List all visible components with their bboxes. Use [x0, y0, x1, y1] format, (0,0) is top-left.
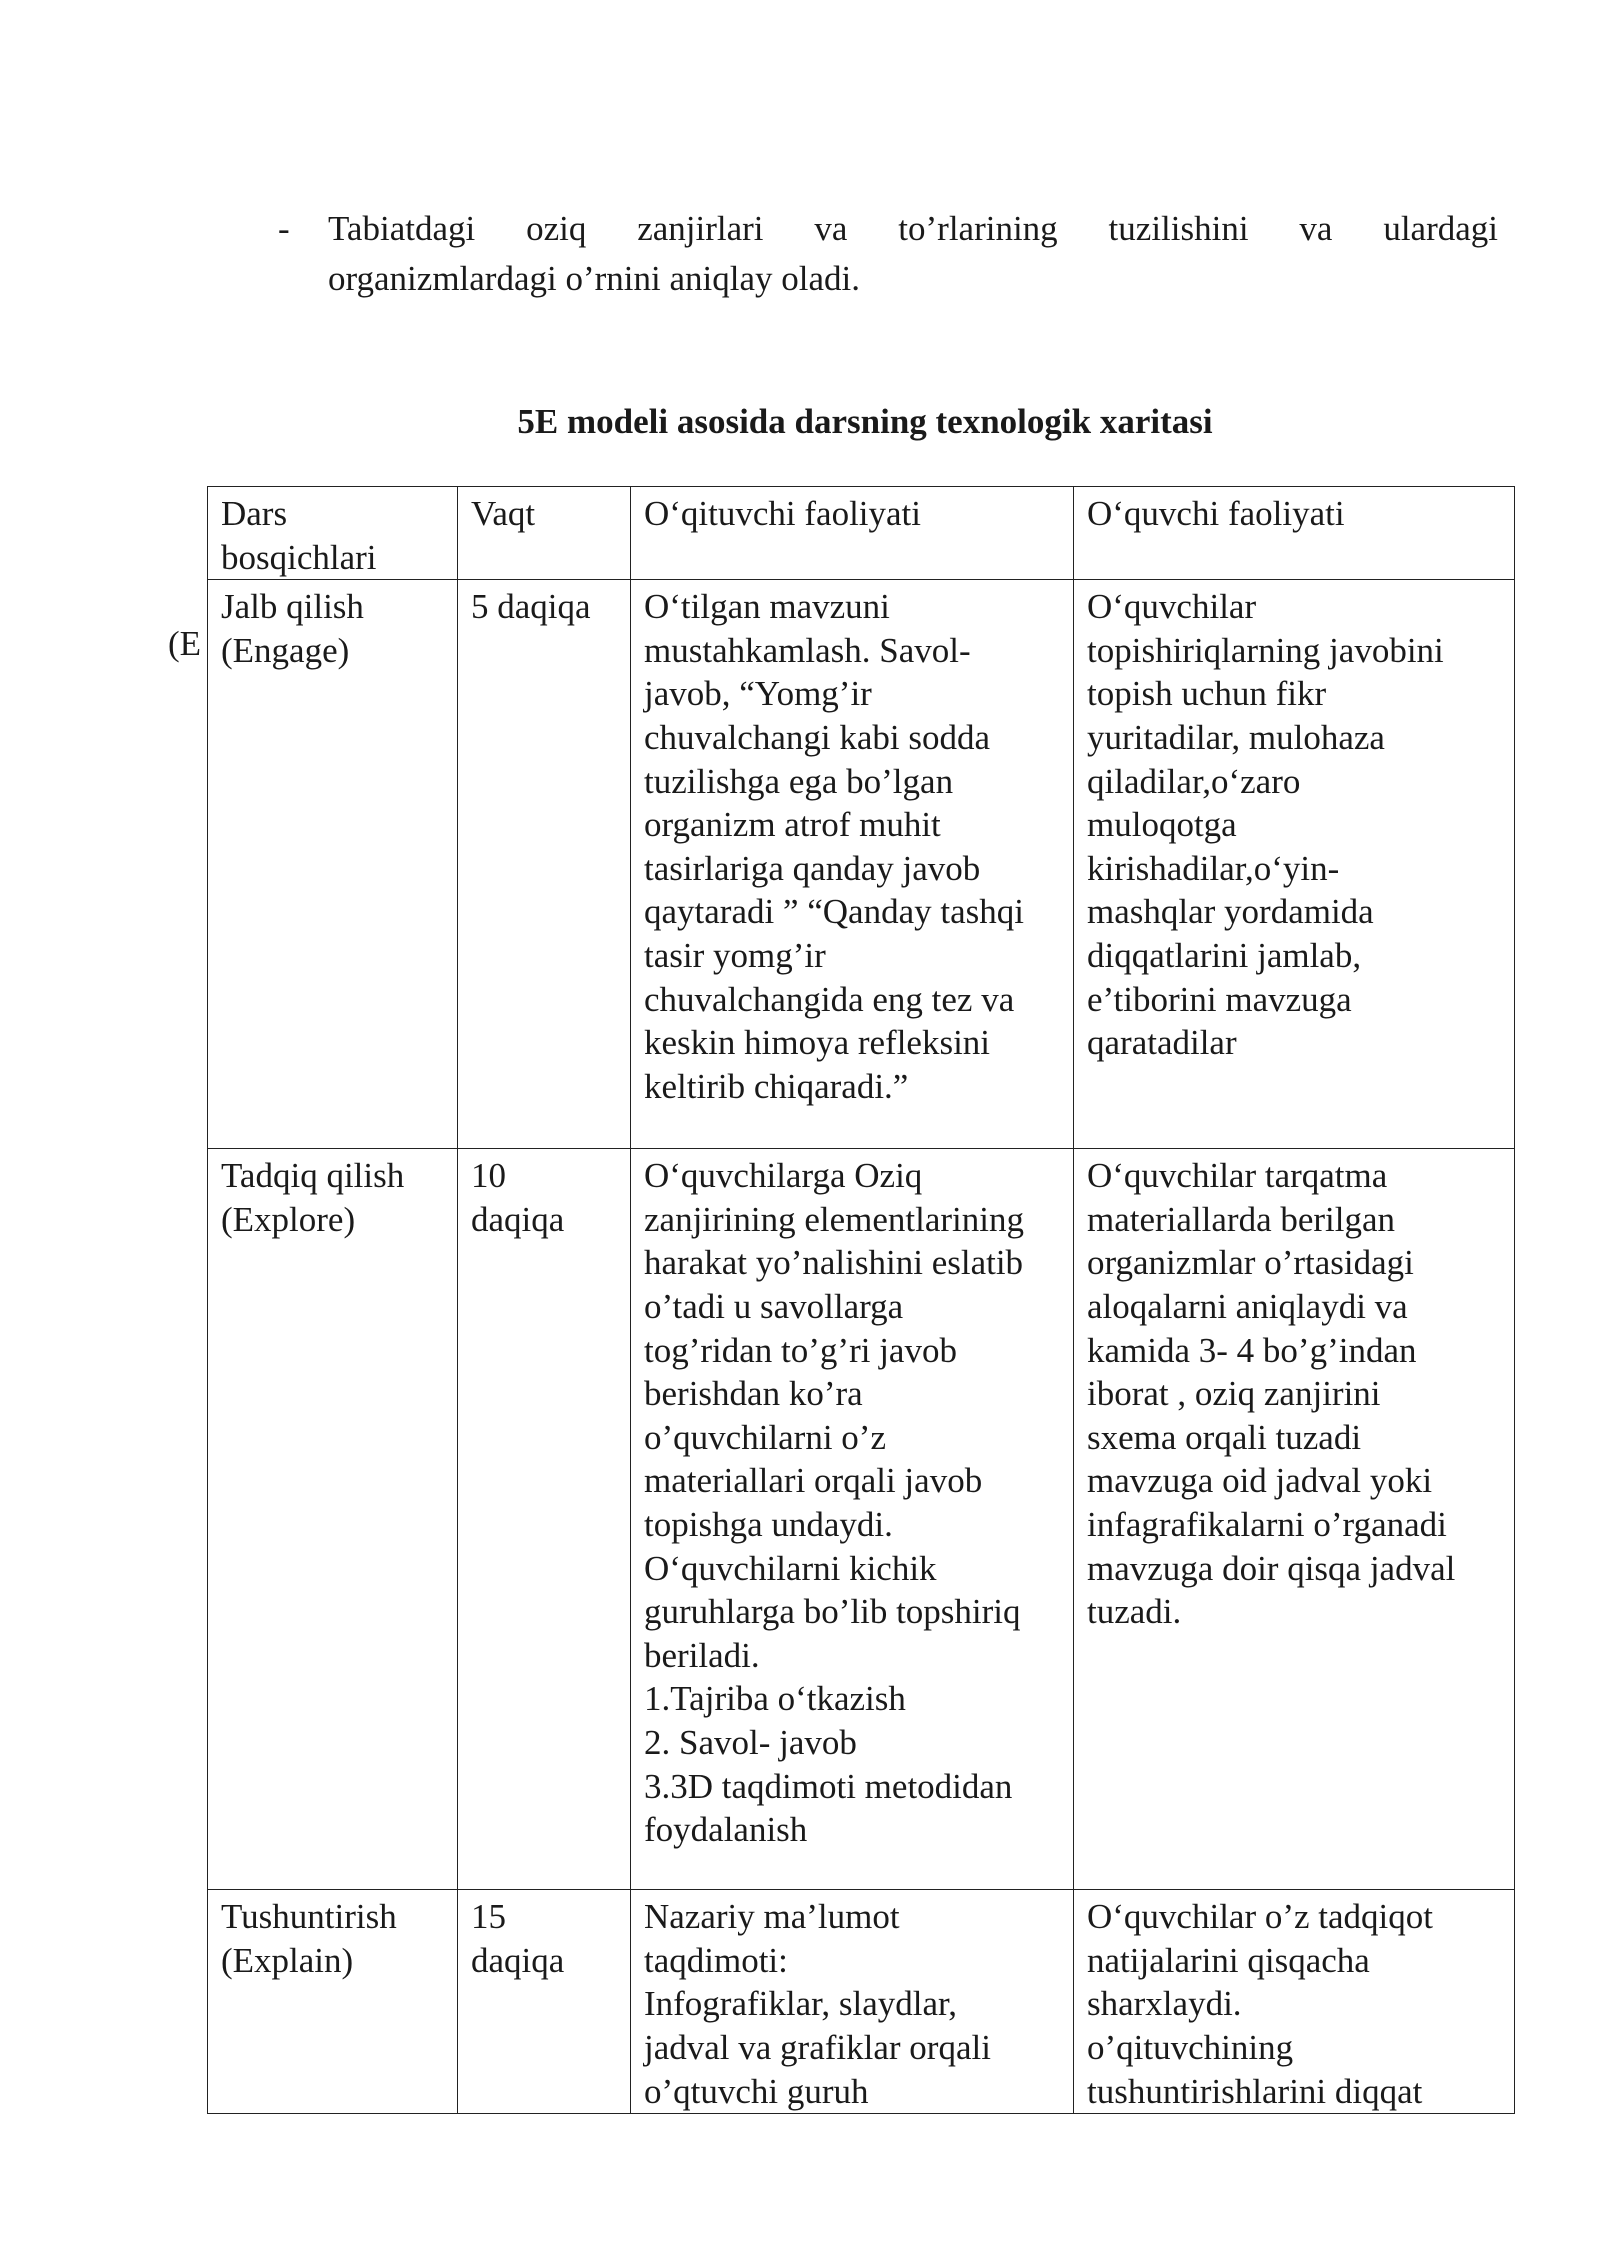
table-row: [208, 580, 1515, 1149]
header-teacher-activity: O‘qituvchi faoliyati: [631, 487, 1074, 580]
section-heading: 5E modeli asosida darsning texnologik xaritasi: [517, 402, 1213, 441]
header-time: Vaqt: [458, 487, 631, 580]
bullet-line-2: organizmlardagi o’rnini aniqlay oladi.: [328, 259, 860, 298]
bullet-marker: -: [278, 209, 290, 248]
table-header-row: [208, 487, 1515, 580]
header-stages: Dars bosqichlari: [208, 487, 458, 580]
time-cell: 5 daqiqa: [458, 580, 631, 1149]
stage-cell: Tushuntirish (Explain): [208, 1890, 458, 2114]
bullet-text: [328, 204, 1498, 304]
stage-cell: Tadqiq qilish (Explore): [208, 1149, 458, 1890]
bullet-line-1: Tabiatdagi oziq zanjirlari va to’rlarining tuzilishini va ulardagi: [328, 209, 1498, 248]
time-cell: 10 daqiqa: [458, 1149, 631, 1890]
student-activity-cell: O‘quvchilar topishiriqlarning javobini topish uchun fikr yuritadilar, mulohaza qiladilar,o‘zaro muloqotga kirishadilar,o‘yin- mashqlar yordamida diqqatlarini jamlab, e’tiborini mavzuga qaratadilar: [1074, 580, 1515, 1149]
table-row: [208, 1890, 1515, 2114]
stray-text-fragment: (E: [168, 624, 202, 663]
table-row: [208, 1149, 1515, 1890]
teacher-activity-cell: Nazariy ma’lumot taqdimoti: Infografiklar, slaydlar, jadval va grafiklar orqali o’qtuvchi guruh: [631, 1890, 1074, 2114]
teacher-activity-cell: O‘quvchilarga Oziq zanjirining elementlarining harakat yo’nalishini eslatib o’tadi u savollarga tog’ridan to’g’ri javob berishdan ko’ra o’quvchilarni o’z materiallari orqali javob topishga undaydi. O‘quvchilarni kichik guruhlarga bo’lib topshiriq beriladi. 1.Tajriba o‘tkazish 2. Savol- javob 3.3D taqdimoti metodidan foydalanish: [631, 1149, 1074, 1890]
stage-cell: Jalb qilish (Engage): [208, 580, 458, 1149]
student-activity-cell: O‘quvchilar o’z tadqiqot natijalarini qisqacha sharxlaydi. o’qituvchining tushuntirishlarini diqqat: [1074, 1890, 1515, 2114]
teacher-activity-cell: O‘tilgan mavzuni mustahkamlash. Savol- javob, “Yomg’ir chuvalchangi kabi sodda tuzilishga ega bo’lgan organizm atrof muhit tasirlariga qanday javob qaytaradi ” “Qanday tashqi tasir yomg’ir chuvalchangida eng tez va keskin himoya refleksini keltirib chiqaradi.”: [631, 580, 1074, 1149]
time-cell: 15 daqiqa: [458, 1890, 631, 2114]
lesson-map-table: [207, 486, 1515, 2114]
header-student-activity: O‘quvchi faoliyati: [1074, 487, 1515, 580]
student-activity-cell: O‘quvchilar tarqatma materiallarda berilgan organizmlar o’rtasidagi aloqalarni aniqlaydi va kamida 3- 4 bo’g’indan iborat , oziq zanjirini sxema orqali tuzadi mavzuga oid jadval yoki infagrafikalarni o’rganadi mavzuga doir qisqa jadval tuzadi.: [1074, 1149, 1515, 1890]
